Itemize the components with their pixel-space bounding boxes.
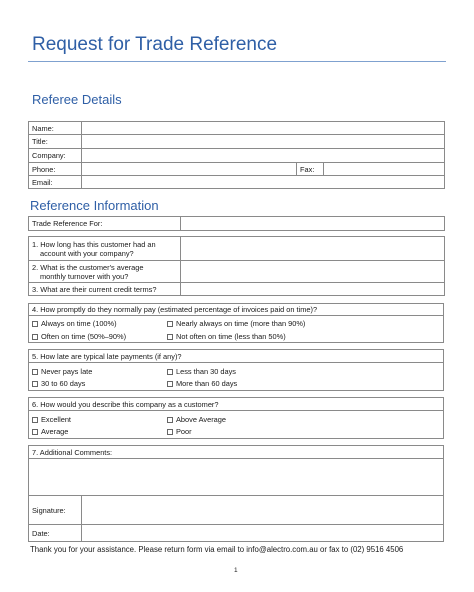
comments-field[interactable] (28, 459, 444, 488)
signature-label: Signature: (32, 506, 66, 515)
phone-label: Phone: (29, 163, 82, 176)
checkbox-icon[interactable] (32, 321, 38, 327)
q2-label (29, 261, 181, 283)
q5-question: 5. How late are typical late payments (if any)? (32, 352, 182, 361)
reference-information-heading: Reference Information (30, 198, 159, 213)
signature-field[interactable] (83, 496, 443, 524)
q1-label-line1: 1. How long has this customer had an (32, 239, 156, 249)
q1-label-line2: account with your company? (40, 248, 134, 258)
footer-note: Thank you for your assistance. Please return form via email to info@alectro.com.au or fax to (02) 9516 4506 (30, 545, 404, 554)
questions-1-3-table (28, 236, 445, 296)
company-label: Company: (29, 149, 82, 163)
q6-option-poor[interactable]: Poor (167, 427, 192, 436)
trade-reference-table (28, 216, 445, 231)
checkbox-icon[interactable] (32, 417, 38, 423)
q6-option-excellent[interactable]: Excellent (32, 415, 71, 424)
q5-option-30-60[interactable]: 30 to 60 days (32, 379, 85, 388)
fax-field[interactable] (324, 163, 445, 176)
phone-field[interactable] (82, 163, 297, 176)
trade-reference-for-field[interactable] (181, 217, 445, 231)
checkbox-icon[interactable] (167, 381, 173, 387)
checkbox-icon[interactable] (32, 429, 38, 435)
date-label: Date: (32, 529, 50, 538)
q4-question: 4. How promptly do they normally pay (estimated percentage of invoices paid on time)? (32, 305, 318, 314)
q2-field[interactable] (181, 261, 445, 283)
checkbox-icon[interactable] (32, 369, 38, 375)
q5-option-never[interactable]: Never pays late (32, 367, 92, 376)
q1-field[interactable] (181, 237, 445, 261)
checkbox-icon[interactable] (32, 381, 38, 387)
company-field[interactable] (82, 149, 445, 163)
q5-option-less-30[interactable]: Less than 30 days (167, 367, 236, 376)
q4-option-often[interactable]: Often on time (50%–90%) (32, 332, 126, 341)
name-field[interactable] (82, 122, 445, 135)
q2-label-line1: 2. What is the customer's average (32, 262, 144, 272)
title-field[interactable] (82, 135, 445, 149)
referee-details-heading: Referee Details (32, 92, 122, 107)
title-rule (28, 61, 446, 62)
checkbox-icon[interactable] (167, 321, 173, 327)
q4-option-not-often[interactable]: Not often on time (less than 50%) (167, 332, 286, 341)
q4-option-always[interactable]: Always on time (100%) (32, 319, 117, 328)
checkbox-icon[interactable] (32, 334, 38, 340)
referee-details-table (28, 121, 445, 189)
q6-question: 6. How would you describe this company as a customer? (32, 400, 219, 409)
q6-option-average[interactable]: Average (32, 427, 68, 436)
checkbox-icon[interactable] (167, 334, 173, 340)
trade-reference-for-label: Trade Reference For: (29, 217, 181, 231)
q6-option-above-average[interactable]: Above Average (167, 415, 226, 424)
checkbox-icon[interactable] (167, 417, 173, 423)
q2-label-line2: monthly turnover with you? (40, 271, 129, 281)
q3-label: 3. What are their current credit terms? (29, 283, 181, 296)
q1-label (29, 237, 181, 261)
email-label: Email: (29, 176, 82, 189)
checkbox-icon[interactable] (167, 429, 173, 435)
date-field[interactable] (83, 525, 443, 541)
q3-field[interactable] (181, 283, 445, 296)
fax-label: Fax: (297, 163, 324, 176)
q7-question: 7. Additional Comments: (32, 448, 113, 457)
page-number: 1 (234, 567, 238, 574)
email-field[interactable] (82, 176, 445, 189)
q5-option-more-60[interactable]: More than 60 days (167, 379, 237, 388)
title-label: Title: (29, 135, 82, 149)
checkbox-icon[interactable] (167, 369, 173, 375)
page-title: Request for Trade Reference (32, 34, 278, 55)
q4-option-nearly-always[interactable]: Nearly always on time (more than 90%) (167, 319, 305, 328)
name-label: Name: (29, 122, 82, 135)
